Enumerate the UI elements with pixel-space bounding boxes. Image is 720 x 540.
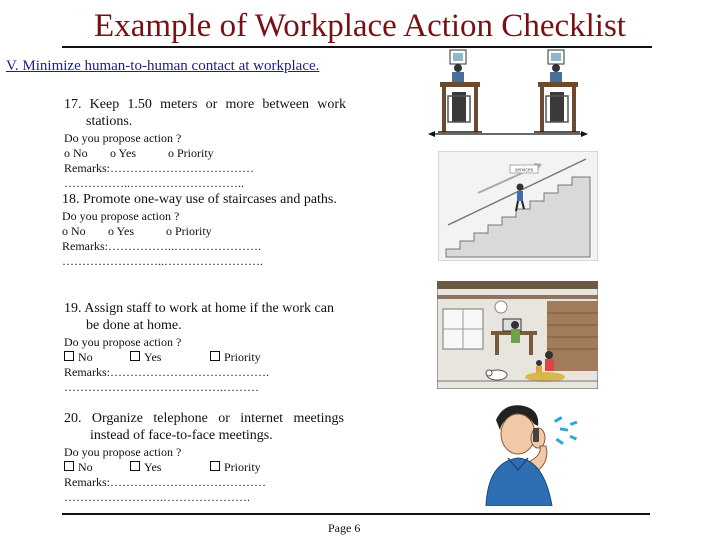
phone-icon [533,428,539,442]
option-yes[interactable]: Yes [144,350,162,364]
option-yes[interactable]: o Yes [108,224,135,238]
option-no[interactable]: o No [62,224,86,238]
option-yes[interactable]: Yes [144,460,162,474]
option-priority[interactable]: Priority [224,350,261,364]
workstation-left [438,50,482,132]
person-working [511,321,520,343]
phone-meeting-illustration [458,398,588,506]
option-no[interactable]: o No [64,146,88,160]
sound-waves-icon [554,416,577,445]
workstation-distance-illustration [428,48,588,140]
checkbox-no[interactable] [64,461,74,471]
thought-bubble [495,301,507,313]
remarks-dots: …………………….…………………. [64,490,250,504]
footer-divider [62,513,650,515]
arrow-right-icon [581,131,588,137]
item-heading: 19. Assign staff to work at home if the work can [64,301,334,316]
remarks-line: Remarks:………………………………… [64,475,266,489]
page-number: Page 6 [328,521,361,535]
item-heading-cont: stations. [86,114,133,129]
remarks-dots: ……………..……………………….. [64,176,244,190]
checklist-item-19 [64,300,346,395]
option-no[interactable]: No [78,460,93,474]
work-from-home-illustration [437,281,598,389]
option-priority[interactable]: Priority [224,460,261,474]
item-heading: 20. Organize telephone or internet meetings [64,411,344,426]
action-options [62,224,352,239]
item-heading: 17. Keep 1.50 meters or more between work [64,97,346,112]
item-heading-cont: be done at home. [86,318,182,333]
remarks-line: Remarks:…………………………………. [64,365,269,379]
remarks-dots: ……………………..……………………. [62,254,263,268]
checklist-item-18 [62,191,352,269]
direction-sign-label: services [514,167,534,174]
workstation-right [534,50,580,132]
option-priority[interactable]: o Priority [168,146,214,160]
section-heading: V. Minimize human-to-human contact at workplace. [6,58,320,74]
page-title: Example of Workplace Action Checklist [94,8,626,44]
option-yes[interactable]: o Yes [110,146,137,160]
checkbox-no[interactable] [64,351,74,361]
checklist-item-17 [64,96,346,191]
arrow-left-icon [428,131,435,137]
checkbox-yes[interactable] [130,461,140,471]
option-priority[interactable]: o Priority [166,224,212,238]
checklist-item-20 [64,410,344,505]
action-options [64,460,344,475]
remarks-dots: ………………………………….……… [64,380,259,394]
action-question: Do you propose action ? [64,445,182,459]
staircase-illustration [438,151,598,261]
checkbox-yes[interactable] [130,351,140,361]
option-no[interactable]: No [78,350,93,364]
remarks-line: Remarks:……………..…………………. [62,239,261,253]
checkbox-priority[interactable] [210,461,220,471]
action-question: Do you propose action ? [64,131,182,145]
action-question: Do you propose action ? [64,335,182,349]
item-heading: 18. Promote one-way use of staircases and paths. [62,192,337,207]
checkbox-priority[interactable] [210,351,220,361]
remarks-line: Remarks:……………………………… [64,161,254,175]
action-options [64,146,346,161]
action-options [64,350,346,365]
item-heading-cont: instead of face-to-face meetings. [90,428,273,443]
action-question: Do you propose action ? [62,209,180,223]
